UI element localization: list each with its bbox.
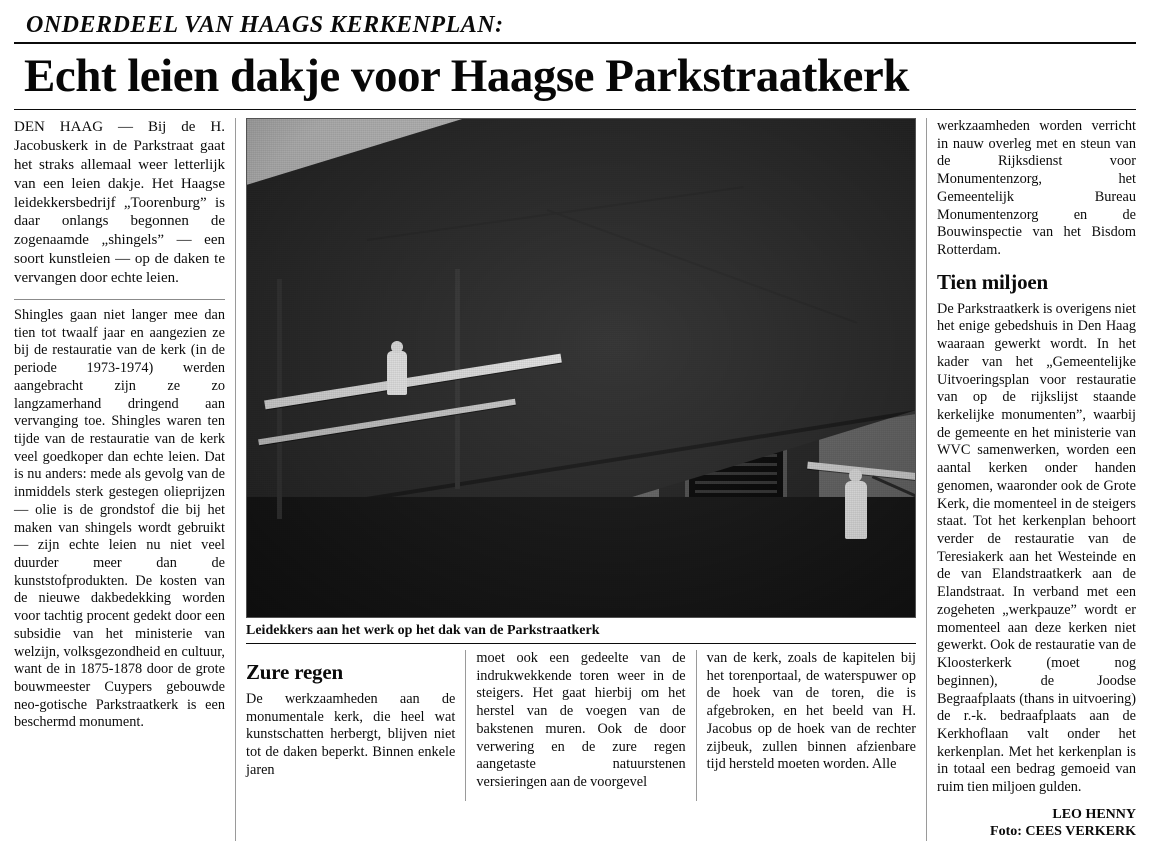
byline-author: LEO HENNY	[1052, 806, 1136, 822]
under-column-2	[465, 650, 695, 801]
subhead-zure-regen: Zure regen	[246, 659, 343, 684]
paragraph-kerkenplan: De Parkstraatkerk is overigens niet het enige gebedshuis in Den Haag waaraan gewerkt wordt. In het kader van het „Gemeentelijke Uitvoeringsplan voor restauratie van op de rijkslijst staande kerkelijke monumenten”, waarbij de gemeente en het ministerie van WVC samenwerken, worden een aantal kerken onder handen genomen, waaronder ook de Grote Kerk, die momenteel in de steigers staat. Tot het kerkenplan behoort verder de restauratie van de Teresiakerk aan het Westeinde en de van Elandstraatkerk aan de Elandstraat. In verband met een zogeheten „werkpauze” wordt er momenteel aan deze kerken niet gewerkt. Ook de restauratie van de Kloosterkerk (moet nog beginnen), de Joodse Begraafplaats (thans in uitvoering) de r.-k. bedraafplaats aan de Kerkhoflaan valt onder het kerkenplan. Met het kerkenplan is in totaal een bedrag gemoeid van ruim tien miljoen gulden.	[937, 300, 1136, 796]
divider-caption	[246, 643, 916, 644]
byline-photographer: Foto: CEES VERKERK	[990, 824, 1136, 840]
column-right	[926, 118, 1136, 841]
paragraph-toren: moet ook een gedeelte van de indrukwekkende toren weer in de steigers. Het gaat hierbij om het herstel van de voegen van de bakstenen muren. Ook de door verwering en de zure regen aangetaste natuurstenen versieringen aan de voorgevel	[476, 649, 686, 790]
article-headline: Echt leien dakje voor Haagse Parkstraatkerk	[24, 50, 909, 102]
lead-paragraph: DEN HAAG — Bij de H. Jacobuskerk in de Parkstraat gaat het straks allemaal weer letterlijk van een leien dakje. Het Haagse leidekkersbedrijf „Toorenburg” is daar onlangs begonnen de zogenaamde „shingels” — een soort kunstleien — op de daken te vervangen door echte leien.	[14, 118, 225, 287]
paragraph-werkzaamheden: De werkzaamheden aan de monumentale kerk, die heel wat kunstschatten herbergt, blijven niet tot de daken beperkt. Binnen enkele jaren	[246, 690, 456, 778]
article-body	[14, 118, 1136, 841]
paragraph-shingles: Shingles gaan niet langer mee dan tien tot twaalf jaar en aangezien ze bij de restauratie van de kerk (in de periode 1973-1974) werden aangebracht zijn ze zo langzamerhand dringend aan vervanging toe. Shingles waren ten tijde van de restauratie van de kerk veel goedkoper dan echte leien. Dat is nu anders: mede als gevolg van de inmiddels sterk gestegen olieprijzen — olie is de grondstof die bij het maken van shingels wordt gebruikt — zijn echte leien nu niet veel duurder meer dan de kunststofprodukten. De kosten van de nieuwe dakbedekking worden voor tachtig procent gedekt door een subsidie van het ministerie van welzijn, volksgezondheid en cultuur, want de in 1875-1878 door de grote bouwmeester Cuypers gebouwde neo-gotische Parkstraatkerk is een beschermd monument.	[14, 306, 225, 731]
under-column-3	[696, 650, 916, 801]
article-photo	[246, 118, 916, 618]
under-photo-columns	[246, 650, 916, 801]
photo-vignette	[247, 119, 915, 617]
subhead-tien-miljoen: Tien miljoen	[937, 269, 1048, 294]
photo-block	[246, 118, 916, 644]
under-column-1	[246, 650, 465, 801]
article-kicker: ONDERDEEL VAN HAAGS KERKENPLAN:	[26, 12, 504, 38]
byline	[937, 806, 1136, 841]
paragraph-gevel: van de kerk, zoals de kapitelen bij het torenportaal, de waterspuwer op de hoek van de toren, die is afgebroken, en het beeld van H. Jacobus op de hoek van de rechter zijbeuk, zullen binnen afzienbare tijd hersteld moeten worden. Alle	[706, 649, 916, 773]
divider-left-column	[14, 299, 225, 300]
column-left	[14, 118, 236, 841]
divider-top	[14, 42, 1136, 44]
paragraph-monumentenzorg: werkzaamheden worden verricht in nauw overleg met en steun van de Rijksdienst voor Monumentenzorg, het Gemeentelijk Bureau Monumentenzorg en de Bouwinspectie van het Bisdom Rotterdam.	[937, 117, 1136, 258]
column-middle	[236, 118, 926, 841]
divider-headline	[14, 109, 1136, 110]
photo-caption: Leidekkers aan het werk op het dak van de Parkstraatkerk	[246, 622, 600, 638]
